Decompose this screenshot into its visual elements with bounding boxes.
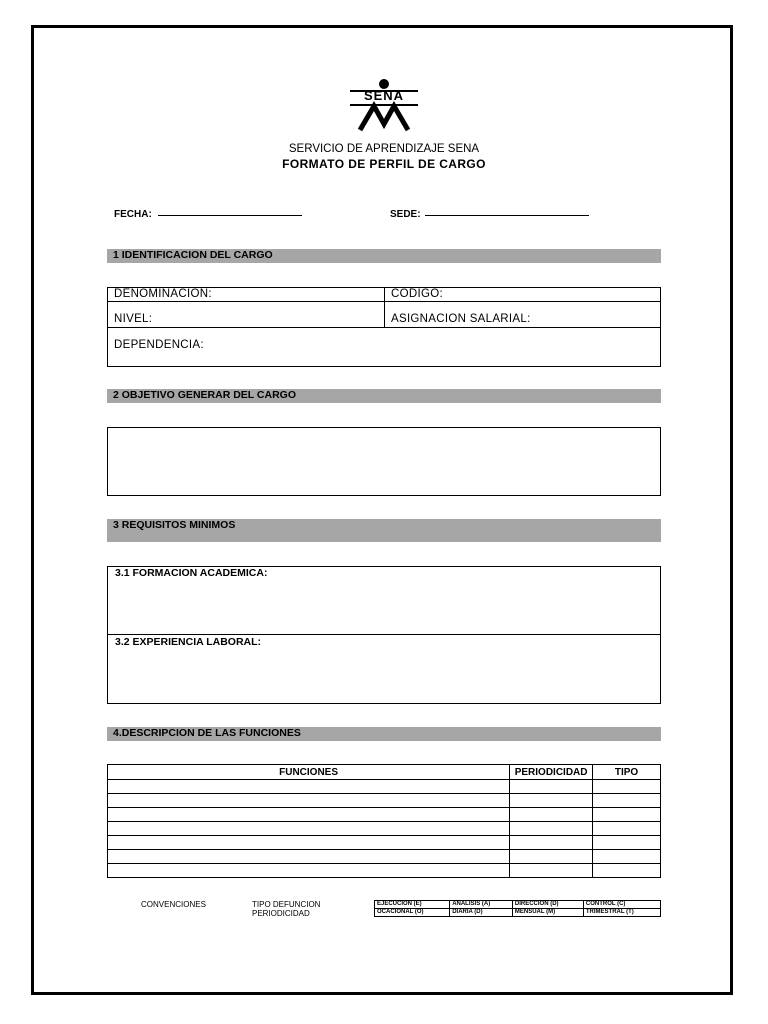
formacion-label: 3.1 FORMACION ACADEMICA: (115, 567, 268, 579)
conventions-row-tipo (375, 901, 661, 909)
codigo-label: CODIGO: (391, 288, 443, 300)
col-tipo: TIPO (593, 765, 661, 780)
nivel-label: NIVEL: (114, 313, 153, 325)
org-name: SERVICIO DE APRENDIZAJE SENA (288, 143, 480, 155)
conv-cell: DIARIA (D) (450, 909, 513, 917)
convenciones-label: CONVENCIONES (141, 900, 206, 909)
identificacion-box (107, 287, 661, 367)
conventions-row-periodicidad (375, 909, 661, 917)
table-row[interactable] (108, 822, 661, 836)
sede-field[interactable] (425, 215, 589, 216)
form-title: FORMATO DE PERFIL DE CARGO (282, 157, 486, 171)
requisitos-box (107, 566, 661, 704)
conv-cell: ANALISIS (A) (450, 901, 513, 909)
table-row[interactable] (108, 836, 661, 850)
sede-label: SEDE: (390, 209, 421, 220)
col-funciones: FUNCIONES (108, 765, 510, 780)
table-row[interactable] (108, 794, 661, 808)
periodicidad-label: PERIODICIDAD (252, 909, 310, 918)
table-row[interactable] (108, 864, 661, 878)
conv-cell: MENSUAL (M) (512, 909, 583, 917)
objetivo-box[interactable] (107, 427, 661, 496)
divider (384, 288, 385, 327)
funciones-table (107, 764, 661, 878)
section-3-title: 3 REQUISITOS MINIMOS (107, 519, 661, 542)
fecha-label: FECHA: (114, 209, 152, 220)
section-4-title: 4.DESCRIPCION DE LAS FUNCIONES (107, 727, 661, 741)
denominacion-label: DENOMINACION: (114, 288, 212, 300)
divider (108, 327, 660, 328)
tipo-funcion-label: TIPO DEFUNCION (252, 900, 321, 909)
logo-text: SENA (363, 88, 405, 103)
col-periodicidad: PERIODICIDAD (510, 765, 593, 780)
dependencia-label: DEPENDENCIA: (114, 339, 204, 351)
section-1-title: 1 IDENTIFICACION DEL CARGO (107, 249, 661, 263)
table-header-row (108, 765, 661, 780)
conv-cell: TRIMESTRAL (T) (583, 909, 660, 917)
sena-logo (348, 78, 420, 134)
experiencia-label: 3.2 EXPERIENCIA LABORAL: (115, 636, 262, 648)
conv-cell: CONTROL (C) (583, 901, 660, 909)
conv-cell: DIRECCION (D) (512, 901, 583, 909)
fecha-field[interactable] (158, 215, 302, 216)
table-row[interactable] (108, 850, 661, 864)
conventions-table (374, 900, 661, 917)
conv-cell: OCACIONAL (O) (375, 909, 450, 917)
section-2-title: 2 OBJETIVO GENERAR DEL CARGO (107, 389, 661, 403)
conv-cell: EJECUCION (E) (375, 901, 450, 909)
asignacion-label: ASIGNACION SALARIAL: (391, 313, 531, 325)
table-row[interactable] (108, 808, 661, 822)
table-row[interactable] (108, 780, 661, 794)
sena-logo-graphic (348, 78, 420, 134)
divider (108, 634, 660, 635)
